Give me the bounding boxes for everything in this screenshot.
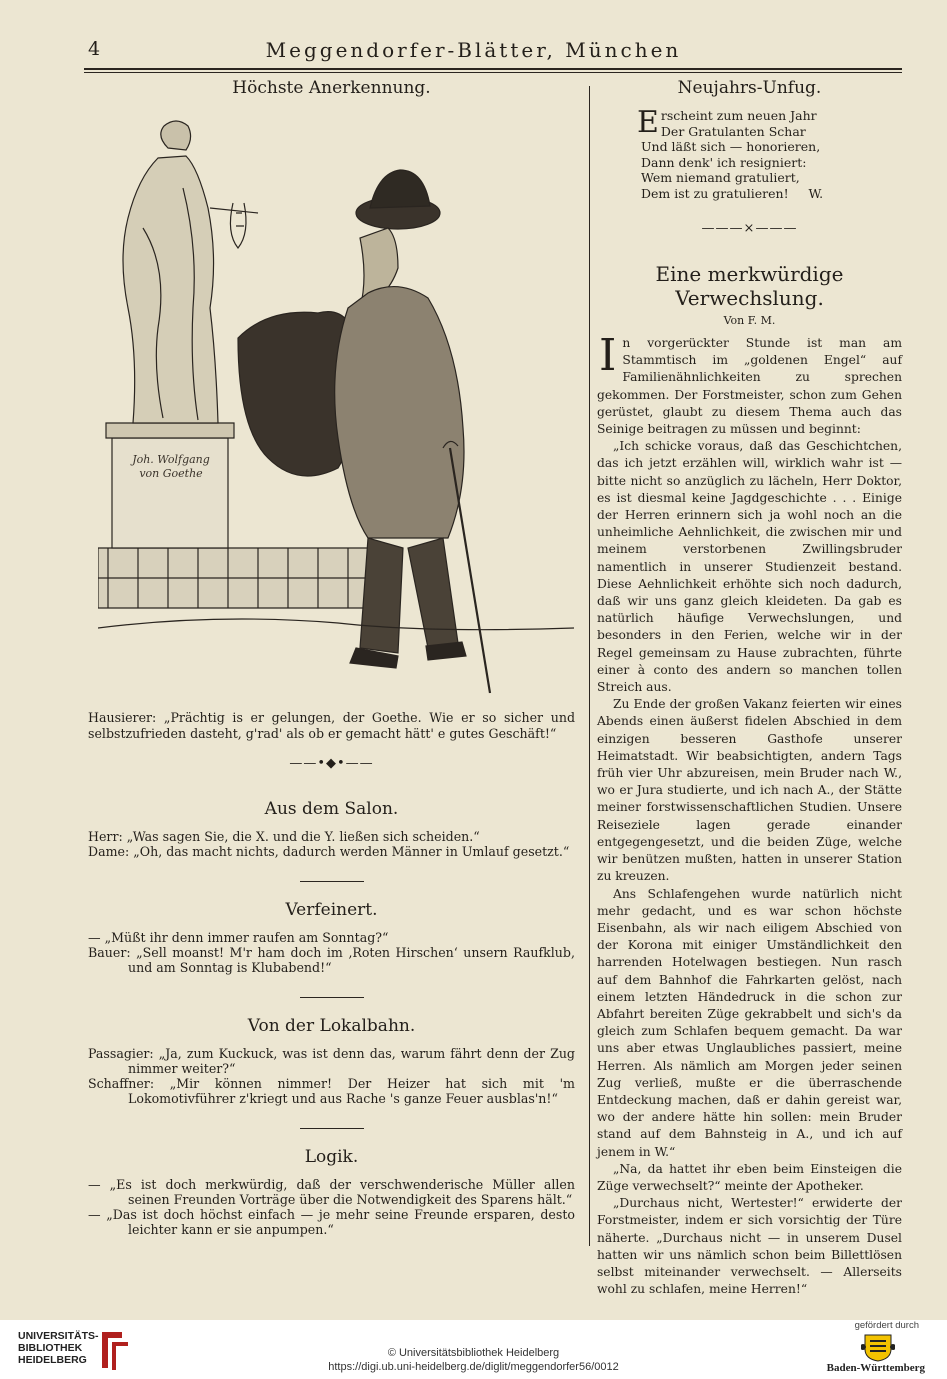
library-logo: UNIVERSITÄTS- BIBLIOTHEK HEIDELBERG: [18, 1330, 99, 1366]
logik-title: Logik.: [304, 1147, 359, 1167]
cartoon-title: Höchste Anerkennung.: [232, 78, 431, 98]
poem-line: Wem niemand gratuliert,: [641, 170, 800, 185]
running-title: Meggendorfer-Blätter, München: [265, 38, 682, 62]
story-paragraph: „Durchaus nicht, Wertester!“ erwiderte der Forstmeister, indem er sich vorsichtig der Türe näherte. „Durchaus nicht — in unserem Dusel hatten wir uns nämlich schon beim Billettlösen selbst miteinander verwechselt. — Allerseits wohl zu schlafen, meine Herren!“: [597, 1196, 902, 1297]
source-url[interactable]: https://digi.ub.uni-heidelberg.de/diglit/meggendorfer56/0012: [328, 1361, 619, 1373]
poem-line: Der Gratulanten Schar: [660, 123, 806, 139]
poem: [637, 105, 902, 201]
salon-line: Dame: „Oh, das macht nichts, dadurch werden Männer in Umlauf gesetzt.“: [88, 844, 570, 859]
plaque-line-2: von Goethe: [139, 467, 203, 480]
verfeinert-line: Bauer: „Sell moanst! M'r ham doch im ‚Roten Hirschen‘ unsern Raufklub, und am Sonntag is Klubabend!“: [88, 945, 575, 975]
cartoon-illustration: [98, 108, 574, 698]
section-salon: [84, 799, 579, 859]
story-byline: Von F. M.: [723, 314, 776, 327]
story-title: Eine merkwürdige Verwechslung.: [655, 262, 844, 310]
page-number: 4: [88, 38, 101, 60]
lokalbahn-line: Passagier: „Ja, zum Kuckuck, was ist denn das, warum fährt denn der Zug nimmer weiter?“: [88, 1046, 575, 1076]
baden-wuerttemberg-crest-icon: [861, 1333, 895, 1363]
story-paragraph: „Ich schicke voraus, daß das Geschichtchen, das ich jetzt erzählen will, wirklich wahr ist — bitte nicht so anzüglich zu lächeln, Herr Doktor, es ist diesmal keine Jagdgeschichte . . . Einige der Herren erinnern sich ja wohl noch an die unheimliche Aehnlichkeit, die zwischen mir und meinem verstorbenen Zwillingsbruder namentlich in unserer Studienzeit bestand. Diese Aehnlichkeit erhöhte sich noch dadurch, daß wir uns ganz gleich kleideten. Da gab es natürlich häufige Verwechslungen, und besonders in den Ferien, welche wir in der Regel gemeinsam zu Hause zubrachten, führte einer à conto des andern so manchen tollen Streich aus.: [597, 439, 902, 695]
story-paragraph: „Na, da hattet ihr eben beim Einsteigen die Züge verwechselt?“ meinte der Apotheker.: [597, 1161, 902, 1193]
section-logik: [84, 1147, 579, 1237]
salon-title: Aus dem Salon.: [264, 799, 399, 819]
copyright: © Universitätsbibliothek Heidelberg https://digi.ub.uni-heidelberg.de/diglit/meggendorfer56/0012: [0, 1346, 947, 1374]
story-body: [597, 330, 902, 1298]
logik-line: — „Das ist doch höchst einfach — je mehr seine Freunde ersparen, desto leichter kann er sie anpumpen.“: [88, 1207, 575, 1237]
salon-line: Herr: „Was sagen Sie, die X. und die Y. ließen sich scheiden.“: [88, 829, 480, 844]
viewer-footer: [0, 1320, 947, 1379]
ornament-divider: ———×———: [701, 221, 798, 236]
story-paragraph: Ans Schlafengehen wurde natürlich nicht mehr gedacht, und es war schon höchste Eisenbahn, als wir nach eiligem Abschied von der Korona mit einiger Umständlichkeit den harrenden Hotelwagen bestiegen. Nun rasch auf dem Bahnhof die Fahrkarten gelöst, nach einem letzten Händedruck in die schon zur Abfahrt bereiten Züge gekrabbelt und sich's da gleich zum Schlafen bequem gemacht. Da war uns aber etwas Unglaubliches passiert, meine Herren. Als nämlich am Morgen jeder seinen Zug verließ, mußte er die überraschende Entdeckung machen, daß er dahin gereist war, wo der andere hätte hin sollen: mein Bruder stand auf dem Bahnsteig in A., und ich auf jenem in W.“: [597, 886, 902, 1159]
header-rule: [84, 68, 902, 70]
poem-line: Und läßt sich — honorieren,: [641, 139, 821, 154]
verfeinert-line: — „Müßt ihr denn immer raufen am Sonntag?“: [88, 930, 389, 945]
poem-line: Dem ist zu gratulieren! W.: [641, 185, 824, 201]
poem-title: Neujahrs-Unfug.: [677, 78, 822, 98]
story-paragraph: Zu Ende der großen Vakanz feierten wir eines Abends einen äußerst fidelen Abschied in dem einzigen besseren Gasthofe unserer Heimatstadt. Wir beabsichtigten, andern Tags früh vier Uhr abzureisen, mein Bruder nach W., wo er Jura studierte, und ich nach A., der Stätte meiner forstwissenschaftlichen Studien. Unsere Reiseziele lagen gerade einander entgegengesetzt, und die beiden Züge, welche wir benützen mußten, hatten in unserer Station zu kreuzen.: [597, 697, 902, 884]
cartoon-caption: Hausierer: „Prächtig is er gelungen, der Goethe. Wie er so sicher und selbstzufrieden dasteht, g'rad' als ob er gemacht hätt' e gutes Geschäft!“: [88, 710, 575, 741]
left-column: [84, 78, 579, 1237]
goethe-peddler-drawing: [98, 108, 574, 698]
sponsor-name: Baden-Württemberg: [826, 1362, 925, 1374]
poem-line: rscheint zum neuen Jahr: [660, 108, 817, 123]
lokalbahn-line: Schaffner: „Mir können nimmer! Der Heizer hat sich mit 'm Lokomotivführer z'kriegt und aus Rache 's ganze Feuer ausblas'n!“: [88, 1076, 575, 1106]
section-rule: [300, 881, 364, 882]
lokalbahn-title: Von der Lokalbahn.: [247, 1016, 416, 1036]
poem-line: Dann denk' ich resigniert:: [641, 154, 807, 170]
header-rule-thin: [84, 72, 902, 73]
verfeinert-title: Verfeinert.: [285, 900, 378, 920]
right-column: [597, 78, 902, 1298]
plaque-line-1: Joh. Wolfgang: [132, 453, 210, 466]
section-rule: [300, 1128, 364, 1129]
column-divider: [589, 86, 590, 1246]
section-lokalbahn: [84, 1016, 579, 1106]
story-initial: I: [599, 330, 617, 381]
sponsor-label: gefördert durch: [854, 1320, 919, 1331]
story-paragraph: In vorgerückter Stunde ist man am Stammtisch im „goldenen Engel“ auf Familienähnlichkeiten zu sprechen gekommen. Der Forstmeister, schon zum Gehen gerüstet, glaubt zu diesem Thema auch das Seinige beitragen zu müssen und beginnt:: [597, 330, 902, 437]
ornament-divider: ——•◆•——: [289, 756, 374, 771]
section-verfeinert: [84, 900, 579, 975]
logik-line: — „Es ist doch merkwürdig, daß der verschwenderische Müller allen seinen Freunden Vorträge über die Notwendigkeit des Sparens hält.“: [88, 1177, 575, 1207]
poem-initial: E: [637, 105, 659, 140]
plaque: [126, 453, 216, 481]
section-rule: [300, 997, 364, 998]
